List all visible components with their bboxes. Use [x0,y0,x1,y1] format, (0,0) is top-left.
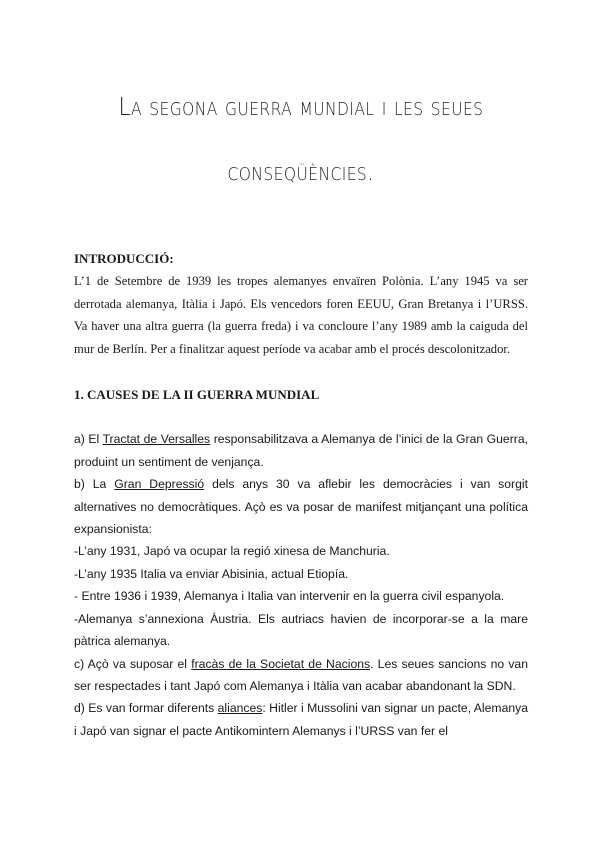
section-1-content [74,428,528,742]
intro-paragraph: L’1 de Setembre de 1939 les tropes alemanyes envaïren Polònia. L’any 1945 va ser derrotada alemanya, Itàlia i Japó. Els vencedors foren EEUU, Gran Bretanya i l’URSS. Va haver una altra guerra (la guerra freda) i va concloure l’any 1989 amb la caiguda del mur de Berlín. Per a finalitzar aquest període va acabar amb el procés descolonitzador. [74,274,528,356]
section-1-heading: 1. CAUSES DE LA II GUERRA MUNDIAL [74,387,320,403]
document-body [74,248,528,742]
list-item: -Alemanya s’annexiona Àustria. Els autriacs havien de incorporar-se a la mare pàtrica alemanya. [74,611,528,649]
intro-heading: INTRODUCCIÓ: [74,251,174,266]
paragraph-b: b) La Gran Depressió dels anys 30 va aflebir les democràcies i van sorgit alternatives no democràtiques. Açò es va posar de manifest mitjançant una política expansionista: [74,477,528,537]
document-title-line-2: conseqüències. [227,157,375,186]
paragraph-a: a) El Tractat de Versalles responsabilitzava a Alemanya de l’inici de la Gran Guerra, produint un sentiment de venjança. [74,432,528,469]
link-fracas-sdn: fracàs de la Societat de Nacions [191,656,371,671]
list-item: - Entre 1936 i 1939, Alemanya i Italia van intervenir en la guerra civil espanyola. [74,589,505,604]
paragraph-d: d) Es van formar diferents aliances: Hitler i Mussolini van signar un pacte, Alemanya i Japó van signar el pacte Antikomintern Alemanys i l’URSS van fer el [74,701,528,738]
paragraph-c: c) Açò va suposar el fracàs de la Societat de Nacions. Les seues sancions no van ser respectades i tant Japó com Alemanya i Itàlia van acabar abandonant la SDN. [74,656,528,693]
list-item: -L’any 1935 Italia va enviar Abisinia, actual Etiopía. [74,566,349,581]
list-item: -L’any 1931, Japó va ocupar la regió xinesa de Manchuria. [74,544,390,559]
document-title-line-1: La segona guerra mundial i les seues [118,92,484,121]
link-gran-depressio: Gran Depressió [114,477,205,492]
link-aliances: aliances [217,701,263,716]
link-tractat-versalles: Tractat de Versalles [102,432,211,447]
